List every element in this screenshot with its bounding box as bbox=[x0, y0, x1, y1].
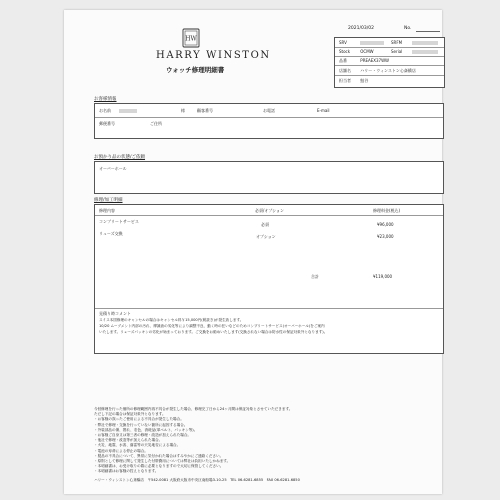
model-row bbox=[339, 58, 389, 64]
repair-box bbox=[94, 204, 444, 354]
note-line: ・本明細書は、お受け取りの際に必要となりますので大切に保管してください。 bbox=[94, 464, 224, 469]
comment-label: 見積り時コメント bbox=[99, 311, 131, 316]
repair-item-name: リューズ交換 bbox=[99, 231, 123, 236]
customer-name-redacted bbox=[119, 108, 137, 113]
srfm-row bbox=[391, 40, 438, 45]
info-divider bbox=[335, 56, 444, 57]
repair-total-value: ¥119,000 bbox=[373, 274, 393, 279]
serial-redacted bbox=[412, 50, 438, 54]
repair-item-name: コンプリートサービス bbox=[99, 219, 139, 224]
customer-name-label: お名前 bbox=[99, 108, 111, 113]
note-line: ただし下記の場合は保証対象外となります。 bbox=[94, 412, 166, 417]
stock-value: OCMW bbox=[360, 49, 374, 54]
customer-zip-label: 郵便番号 bbox=[99, 121, 115, 126]
watch-info-box bbox=[334, 37, 445, 88]
svg-text:HW: HW bbox=[185, 35, 197, 43]
comment-line: 10/20 ムーブメント内部の汚れ、摩滅油の劣化等により調整不良、動く時の狂いなどのためコンプリートサービス(オーバーホール)をご案内 bbox=[99, 324, 325, 328]
note-line: ・外装部品の傷、擦れ、変色、消耗品(革ベルト、パッキン等)。 bbox=[94, 427, 198, 432]
repair-total-label: 合計 bbox=[311, 274, 319, 279]
customer-email-label: E-mail bbox=[317, 108, 330, 113]
model-value: PREAEX37WW bbox=[360, 58, 390, 63]
document-date: 2021/03/02 bbox=[348, 26, 374, 31]
repair-item-type: 必須 bbox=[261, 222, 269, 227]
repair-col-price: 修理料金(税込) bbox=[373, 208, 401, 213]
customer-divider bbox=[95, 117, 443, 118]
note-line: ・本明細書はお客様の控えとなります。 bbox=[94, 469, 159, 474]
store-value: ハリー・ウィンストン心斎橋店 bbox=[360, 68, 416, 73]
srv-redacted bbox=[360, 41, 384, 45]
model-label: 品番 bbox=[339, 58, 347, 63]
document-no-redacted bbox=[416, 31, 440, 32]
store-label: 店舗名 bbox=[339, 68, 351, 73]
srv-row bbox=[339, 40, 384, 45]
condition-text: オーバーホール bbox=[99, 166, 127, 171]
comment-divider bbox=[95, 308, 443, 309]
repair-section-label: 修理/加工明細 bbox=[94, 198, 123, 203]
staff-row bbox=[339, 78, 368, 84]
serial-row bbox=[391, 49, 438, 54]
customer-number-label: 顧客番号 bbox=[197, 108, 213, 113]
note-line: ・製品の不具合について、異常に気付かれた場合はすみやかにご連絡ください。 bbox=[94, 453, 224, 458]
repair-item-price: ¥96,000 bbox=[377, 222, 394, 227]
staff-value: 鮭谷 bbox=[360, 78, 369, 83]
condition-section-label: お預かり品の状態/ご依頼 bbox=[94, 155, 146, 160]
store-footer bbox=[94, 478, 300, 483]
customer-address-label: ご住所 bbox=[150, 121, 162, 126]
repair-header-divider bbox=[95, 215, 443, 216]
customer-box bbox=[94, 103, 444, 139]
repair-col-item: 修理内容 bbox=[99, 208, 115, 213]
customer-tel-label: お電話 bbox=[263, 108, 275, 113]
store-row bbox=[339, 68, 416, 74]
stock-label: Stock bbox=[339, 49, 351, 54]
repair-item-type: オプション bbox=[256, 234, 276, 239]
comment-line: いたします。リューズパッキンの劣化が始まっております。ご交換をお勧めいたします(交換されない場合は防水性の保証対象外となります)。 bbox=[99, 330, 328, 334]
note-line: ・原則として修理に関して発生した付帯費用については弊社は負担いたしかねます。 bbox=[94, 459, 231, 464]
serial-label: Serial bbox=[391, 49, 403, 54]
note-line: ・お客様の誤ったご使用による不具合が発生した場合。 bbox=[94, 417, 184, 422]
srfm-label: SRFM bbox=[391, 40, 403, 45]
footer-store-name: ハリー・ウィンストン心斎橋店 bbox=[94, 478, 144, 482]
footer-fax: FAX 06-6281-6850 bbox=[266, 478, 300, 482]
info-divider bbox=[335, 75, 444, 76]
note-line: ・火災、地震、水害、落雷等の天災地変による場合。 bbox=[94, 443, 181, 448]
srfm-redacted bbox=[412, 41, 438, 45]
repair-col-type: 必須/オプション bbox=[255, 208, 284, 213]
warranty-notes bbox=[94, 407, 292, 475]
document-no-label: No. bbox=[404, 26, 412, 31]
brand-name: HARRY WINSTON bbox=[156, 50, 271, 61]
note-line: ・電池の寿命による停止の場合。 bbox=[94, 448, 148, 453]
note-line: 今回修理を行った個所の修理範囲内再不具合が発生した場合、修理完了日から24ヶ月間は保証対象とさせていただきます。 bbox=[94, 407, 293, 411]
condition-box bbox=[94, 161, 444, 194]
stock-row bbox=[339, 49, 374, 54]
repair-statement-document bbox=[64, 10, 442, 494]
staff-label: 担当者 bbox=[339, 78, 351, 83]
info-divider bbox=[335, 65, 444, 66]
footer-address: 〒542-0081 大阪府大阪市中央区南船場3-10-25 bbox=[147, 478, 227, 482]
note-line: ・弊社で修理・交換を行っていない箇所に起因する場合。 bbox=[94, 422, 188, 427]
footer-tel: TEL 06-6281-6855 bbox=[230, 478, 264, 482]
repair-item-price: ¥23,000 bbox=[377, 234, 394, 239]
customer-section-label: お客様情報 bbox=[94, 97, 117, 102]
comment-line: スイス本国修理のキャンセルの場合はキャンセル料￥15,000円(税抜き)が発生致します。 bbox=[99, 318, 244, 322]
srv-label: SRV bbox=[339, 40, 347, 45]
info-divider bbox=[335, 47, 444, 48]
customer-honorific: 様 bbox=[181, 108, 185, 113]
document-title: ウォッチ修理明細書 bbox=[166, 66, 225, 74]
harry-winston-logo-icon bbox=[182, 28, 200, 48]
note-line: ・お客様ご自身又は第三者の修理・改造が加えられた場合。 bbox=[94, 433, 192, 438]
note-line: ・他社で修理・改造等が加えられた場合。 bbox=[94, 438, 163, 443]
